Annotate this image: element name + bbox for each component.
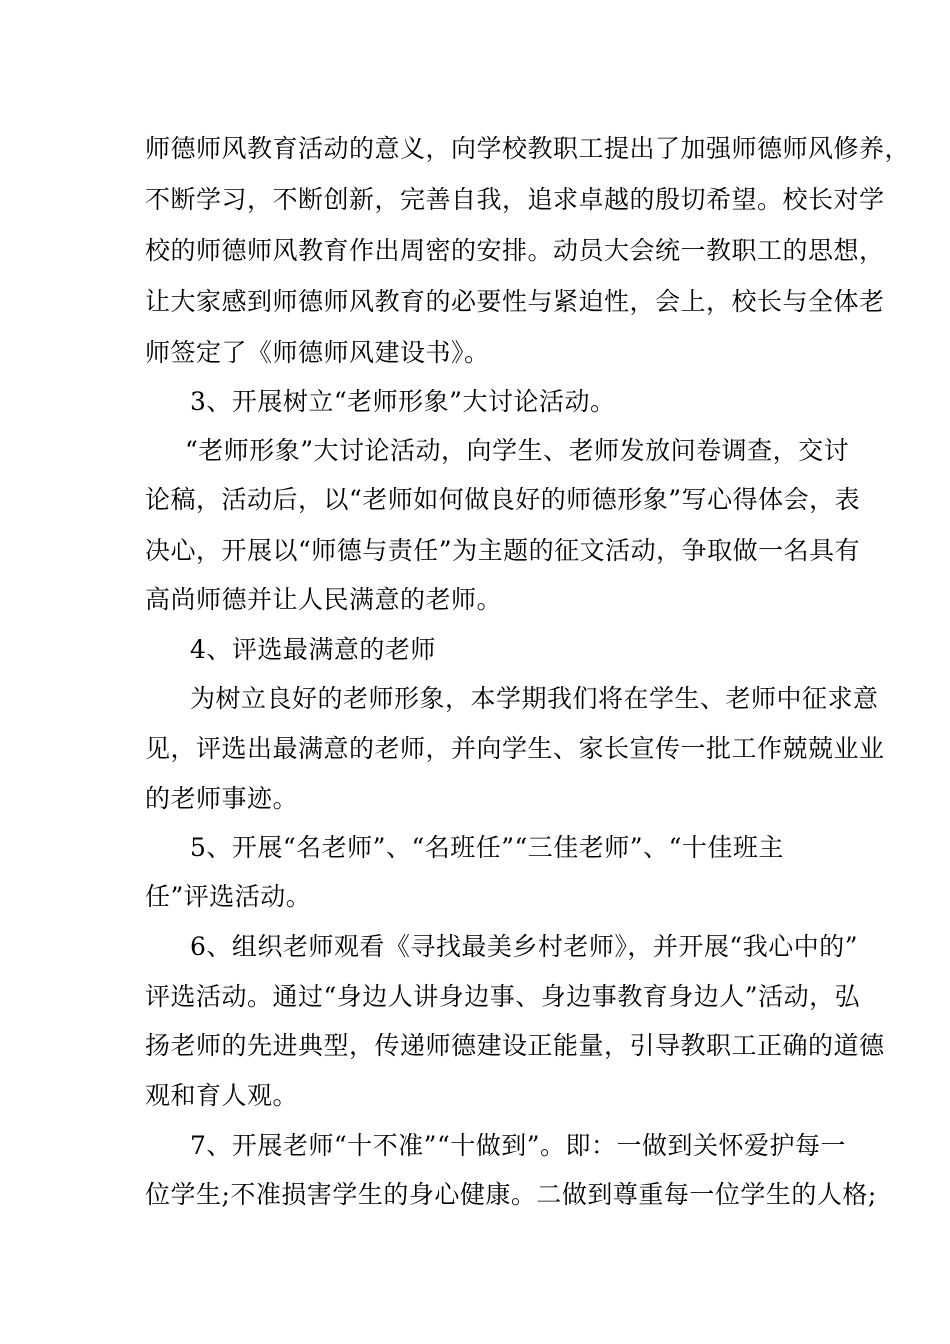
text-line: 任”评选活动。 [145, 882, 312, 911]
text-line: 论稿，活动后，以“老师如何做良好的师德形象”写心得体会，表 [145, 485, 861, 514]
text-line: 师签定了《师德师风建设书》。 [145, 338, 490, 367]
text-line: 高尚师德并让人民满意的老师。 [145, 585, 503, 614]
text-line: 的老师事迹。 [145, 784, 299, 813]
section-heading: 4、评选最满意的老师 [190, 635, 436, 664]
text-line: 扬老师的先进典型，传递师德建设正能量，引导教职工正确的道德 [145, 1031, 885, 1060]
text-line: 观和育人观。 [145, 1081, 299, 1110]
text-line: 校的师德师风教育作出周密的安排。动员大会统一教职工的思想， [145, 236, 885, 265]
text-line: 评选活动。通过“身边人讲身边事、身边事教育身边人”活动，弘 [145, 982, 861, 1011]
text-line: 见，评选出最满意的老师，并向学生、家长宣传一批工作兢兢业业 [145, 734, 885, 763]
section-heading: 6、组织老师观看《寻找最美乡村老师》，并开展“我心中的” [190, 932, 858, 961]
text-line: “老师形象”大讨论活动，向学生、老师发放问卷调查，交讨 [185, 436, 850, 465]
text-line: 不断学习，不断创新，完善自我，追求卓越的殷切希望。校长对学 [145, 185, 885, 214]
text-line: 师德师风教育活动的意义，向学校教职工提出了加强师德师风修养， [145, 134, 911, 163]
section-heading: 5、开展“名老师”、“名班任”“三佳老师”、“十佳班主 [190, 833, 784, 862]
text-line: 让大家感到师德师风教育的必要性与紧迫性，会上，校长与全体老 [145, 287, 885, 316]
section-heading: 3、开展树立“老师形象”大讨论活动。 [190, 387, 616, 416]
text-line: 决心，开展以“师德与责任”为主题的征文活动，争取做一名具有 [145, 536, 861, 565]
section-heading: 7、开展老师“十不准”“十做到”。即：一做到关怀爱护每一 [190, 1131, 847, 1160]
text-line: 为树立良好的老师形象，本学期我们将在学生、老师中征求意 [190, 684, 879, 713]
text-line: 位学生;不准损害学生的身心健康。二做到尊重每一位学生的人格; [145, 1180, 877, 1209]
